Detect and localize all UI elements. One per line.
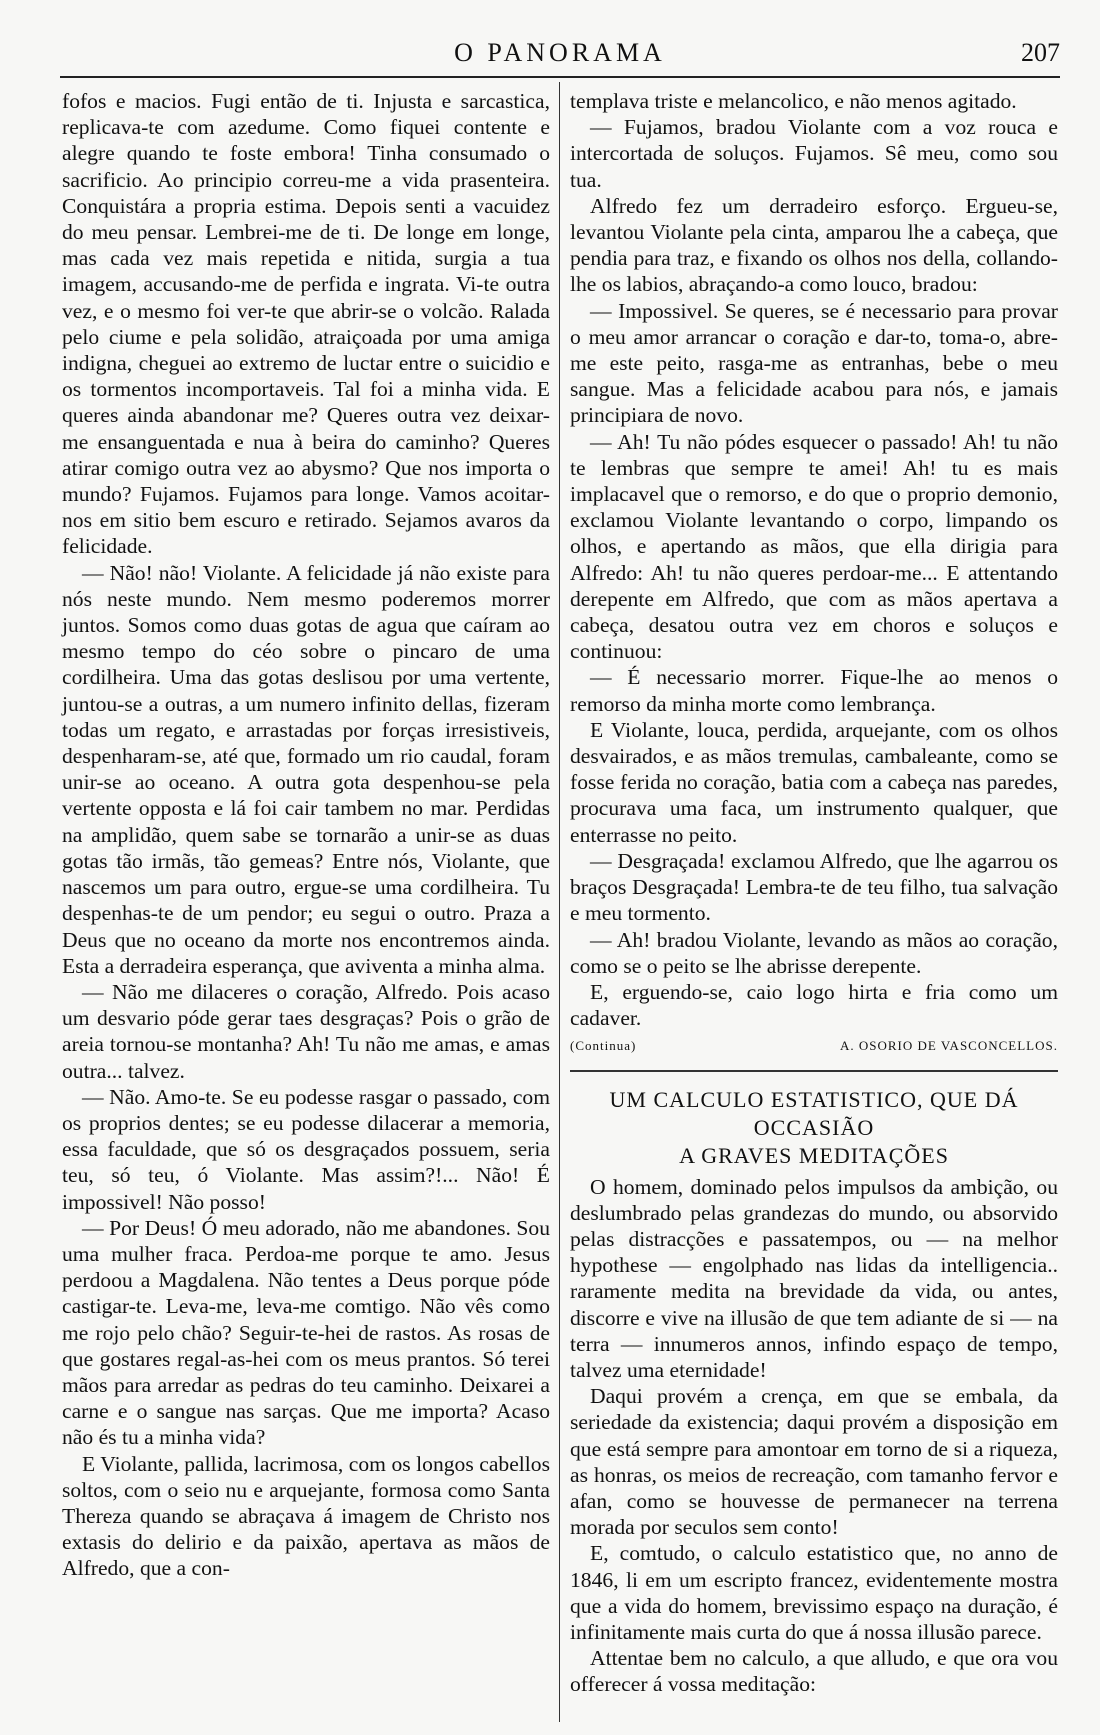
- paragraph: fofos e macios. Fugi então de ti. Injusta e sarcastica, replicava-te com azedume. Como fiquei contente e alegre quando te foste embora! Tinha consumado o sacrificio. Ao principio correu-me a vida prasenteira. Conquistára a propria estima. Depois senti a vacuidez do meu pensar. Lembrei-me de ti. De longe em longe, mas cada vez mais repetida e nitida, surgia a tua imagem, accusando-me de perfida e ingrata. Vi-te outra vez, e o mesmo foi ver-te que abrir-se o volcão. Ralada pelo ciume e pela solidão, atraiçoada por uma amiga indigna, cheguei ao extremo de luctar entre o suicidio e os tormentos incomportaveis. Tal foi a minha vida. E queres ainda abandonar me? Queres outra vez deixar-me ensanguentada e nua à beira do caminho? Queres atirar comigo outra vez ao abysmo? Que nos importa o mundo? Fujamos. Fujamos para longe. Vamos acoitar-nos em sitio bem escuro e retirado. Sejamos avaros da felicidade.: [62, 89, 550, 559]
- section-separator: [570, 1070, 1058, 1072]
- paragraph: — Fujamos, bradou Violante com a voz rouca e intercortada de soluços. Fujamos. Sê meu, como sou tua.: [570, 115, 1058, 192]
- page-number: 207: [1021, 38, 1060, 67]
- section-title: [570, 1086, 1058, 1170]
- paragraph: E, comtudo, o calculo estatistico que, no anno de 1846, li em um escripto francez, evidentemente mostra que a vida do homem, brevissimo espaço na duração, é infinitamente mais curta do que á nossa illusão parece.: [570, 1541, 1058, 1644]
- paragraph: Daqui provém a crença, em que se embala, da seriedade da existencia; daqui provém a disposição em que está sempre para amontoar em torno de si a riqueza, as honras, os meios de recreação, com tamanho fervor e afan, como se houvesse de permanecer na terrena morada por seculos sem conto!: [570, 1384, 1058, 1540]
- paragraph: Attentae bem no calculo, a que alludo, e que ora vou offerecer á vossa meditação:: [570, 1646, 1058, 1697]
- right-column: [570, 88, 1058, 1698]
- paragraph: E Violante, pallida, lacrimosa, com os longos cabellos soltos, com o seio nu e arquejante, formosa como Santa Thereza quando se abraçava á imagem de Christo nos extasis do delirio e da paixão, apertava as mãos de Alfredo, que a con-: [62, 1451, 550, 1581]
- left-column: [62, 88, 550, 1582]
- article-signature: [570, 1033, 1058, 1059]
- publication-title: O PANORAMA: [454, 38, 666, 67]
- paragraph: — Ah! bradou Violante, levando as mãos ao coração, como se o peito se lhe abrisse derepente.: [570, 927, 1058, 978]
- paragraph: — Não me dilaceres o coração, Alfredo. Pois acaso um desvario póde gerar taes desgraças? Pois o grão de areia tornou-se montanha? Ah! Tu não me amas, e amas outra... talvez.: [62, 979, 550, 1083]
- paragraph: — É necessario morrer. Fique-lhe ao menos o remorso da minha morte como lembrança.: [570, 665, 1058, 716]
- paragraph: E Violante, louca, perdida, arquejante, com os olhos desvairados, e as mãos tremulas, cambaleante, como se fosse ferida no coração, batia com a cabeça nas paredes, procurava uma faca, um instrumento qualquer, que enterrasse no peito.: [570, 717, 1058, 847]
- paragraph: O homem, dominado pelos impulsos da ambição, ou deslumbrado pelas grandezas do mundo, ou absorvido pelas distracções e passatempos, ou — na melhor hypothese — engolphado nas lidas da intelligencia.. raramente medita na brevidade da vida, ou antes, discorre e vive na illusão de que tem adiante de si — na terra — innumeros annos, infindo espaço de tempo, talvez uma eternidade!: [570, 1174, 1058, 1382]
- section-title-line: A GRAVES MEDITAÇÕES: [679, 1142, 949, 1168]
- paragraph: — Desgraçada! exclamou Alfredo, que lhe agarrou os braços Desgraçada! Lembra-te de teu filho, tua salvação e meu tormento.: [570, 848, 1058, 926]
- paragraph: Alfredo fez um derradeiro esforço. Ergueu-se, levantou Violante pela cinta, amparou lhe a cabeça, que pendia para traz, e fixando os olhos nos della, collando-lhe os labios, abraçando-a como louco, bradou:: [570, 193, 1058, 297]
- page-header: [60, 38, 1060, 78]
- author-name: A. OSORIO DE VASCONCELLOS.: [839, 1038, 1058, 1054]
- paragraph: — Não! não! Violante. A felicidade já não existe para nós neste mundo. Nem mesmo poderemos morrer juntos. Somos como duas gotas de agua que caíram ao mesmo tempo do céo sobre o pincaro de uma cordilheira. Uma das gotas deslisou por uma vertente, juntou-se a outras, a um numero infinito dellas, fizeram todas um regato, e arrastadas por forças irresistiveis, despenharam-se, até que, formado um rio caudal, foram unir-se ao oceano. A outra gota despenhou-se pela vertente opposta e lá foi cair tambem no mar. Perdidas na amplidão, quem sabe se tornarão a unir-se as duas gotas tão irmãs, tão gemeas? Entre nós, Violante, que nascemos um para outro, ergue-se uma cordilheira. Tu despenhas-te de um pendor; eu segui o outro. Praza a Deus que no oceano da morte nos encontremos ainda. Esta a derradeira esperança, que aviventa a minha alma.: [62, 560, 550, 978]
- paragraph: templava triste e melancolico, e não menos agitado.: [570, 89, 1017, 113]
- paragraph: — Não. Amo-te. Se eu podesse rasgar o passado, com os proprios dentes; se eu podesse dilacerar a memoria, essa faculdade, que só os desgraçados possuem, seria teu, só teu, ó Violante. Mas assim?!... Não! É impossivel! Não posso!: [62, 1084, 550, 1214]
- column-divider: [559, 82, 560, 1722]
- paragraph: — Impossivel. Se queres, se é necessario para provar o meu amor arrancar o coração e dar-to, toma-o, abre-me este peito, rasga-me as entranhas, bebe o meu sangue. Mas a felicidade acabou para nós, e jamais principiara de novo.: [570, 298, 1058, 428]
- header-rule: [60, 76, 1060, 78]
- paragraph: E, erguendo-se, caio logo hirta e fria como um cadaver.: [570, 979, 1058, 1031]
- section-title-line: UM CALCULO ESTATISTICO, QUE DÁ OCCASIÃO: [609, 1086, 1019, 1140]
- continuation-note: (Continua): [570, 1038, 637, 1054]
- paragraph: — Por Deus! Ó meu adorado, não me abandones. Sou uma mulher fraca. Perdoa-me porque te amo. Jesus perdoou a Magdalena. Não tentes a Deus porque póde castigar-te. Leva-me, leva-me comtigo. Não vês como me rojo pelo chão? Seguir-te-hei de rastos. As rosas de que gostares regal-as-hei com os meus prantos. Só terei mãos para arredar as pedras do teu caminho. Deixarei a carne e o sangue nas sarças. Que me importa? Acaso não és tu a minha vida?: [62, 1215, 550, 1450]
- paragraph: — Ah! Tu não pódes esquecer o passado! Ah! tu não te lembras que sempre te amei! Ah! tu es mais implacavel que o remorso, e do que o proprio demonio, exclamou Violante levantando o corpo, limpando os olhos, e apertando as mãos, que ella dirigia para Alfredo: Ah! tu não queres perdoar-me... E attentando derepente em Alfredo, que com as mãos apertava a cabeça, desatou outra vez em choros e soluços e continuou:: [570, 429, 1058, 664]
